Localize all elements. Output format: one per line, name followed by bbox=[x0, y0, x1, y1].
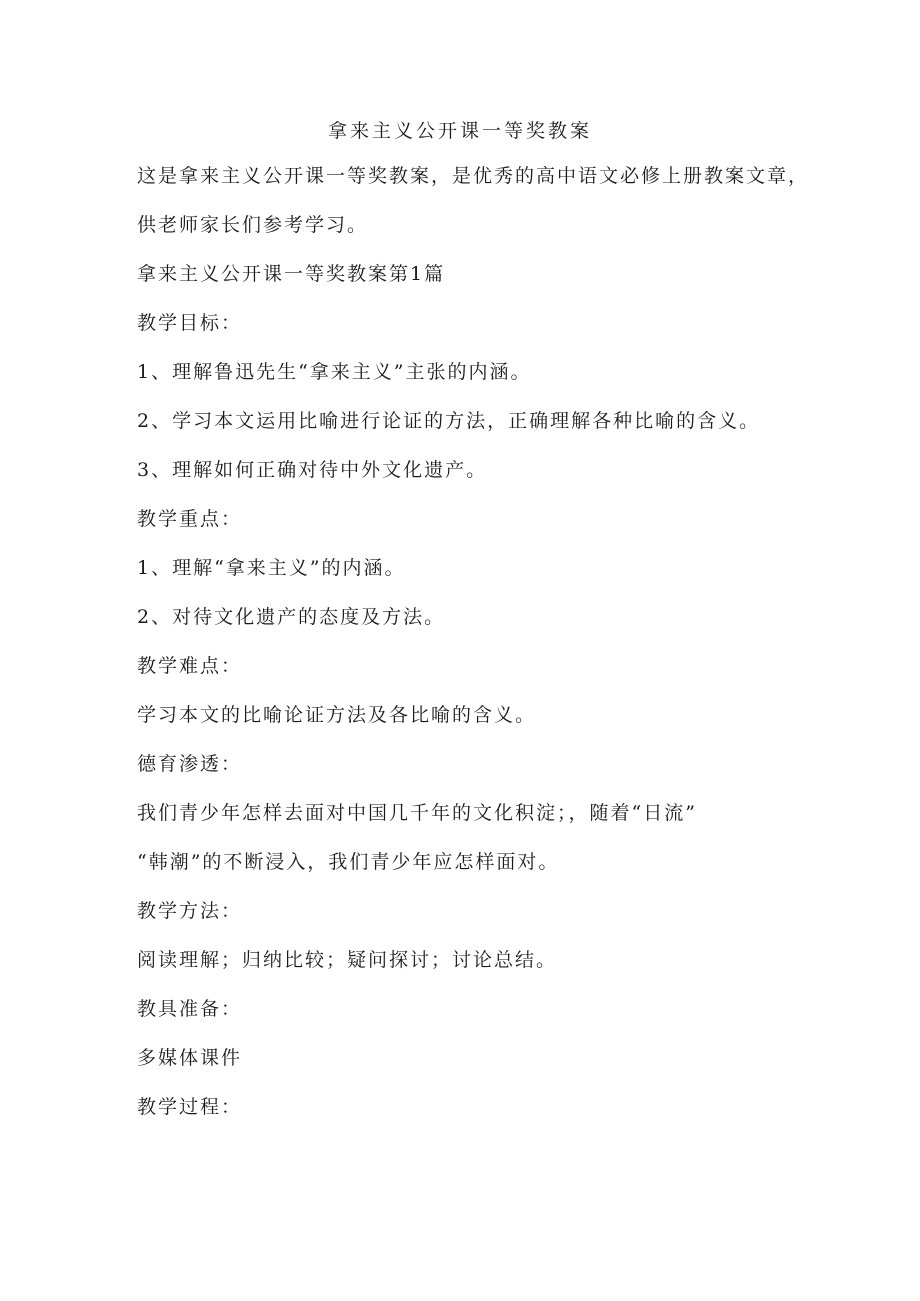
methods-text: 阅读理解；归纳比较；疑问探讨；讨论总结。 bbox=[137, 949, 558, 971]
objective-item-2: 2、学习本文运用比喻进行论证的方法，正确理解各种比喻的含义。 bbox=[137, 410, 761, 432]
objectives-heading: 教学目标： bbox=[137, 312, 243, 334]
key-point-item-1: 1、理解“拿来主义”的内涵。 bbox=[137, 557, 406, 579]
section-heading: 拿来主义公开课一等奖教案第1篇 bbox=[137, 263, 446, 285]
moral-education-text-2: “韩潮”的不断浸入，我们青少年应怎样面对。 bbox=[137, 851, 560, 873]
intro-line-2: 供老师家长们参考学习。 bbox=[137, 214, 369, 236]
process-heading: 教学过程： bbox=[137, 1096, 243, 1118]
objective-item-3: 3、理解如何正确对待中外文化遗产。 bbox=[137, 459, 488, 481]
moral-education-text-1: 我们青少年怎样去面对中国几千年的文化积淀；，随着“日流” bbox=[137, 802, 697, 824]
methods-heading: 教学方法： bbox=[137, 900, 243, 922]
intro-line-1: 这是拿来主义公开课一等奖教案，是优秀的高中语文必修上册教案文章， bbox=[137, 165, 810, 187]
moral-education-heading: 德育渗透： bbox=[137, 753, 243, 775]
difficulties-heading: 教学难点： bbox=[137, 655, 243, 677]
key-points-heading: 教学重点： bbox=[137, 508, 243, 530]
document-title: 拿来主义公开课一等奖教案 bbox=[327, 120, 592, 142]
materials-heading: 教具准备： bbox=[137, 998, 243, 1020]
materials-text: 多媒体课件 bbox=[137, 1047, 243, 1069]
key-point-item-2: 2、对待文化遗产的态度及方法。 bbox=[137, 606, 446, 628]
difficulties-text: 学习本文的比喻论证方法及各比喻的含义。 bbox=[137, 704, 537, 726]
objective-item-1: 1、理解鲁迅先生“拿来主义”主张的内涵。 bbox=[137, 361, 532, 383]
document-body bbox=[137, 163, 810, 1143]
